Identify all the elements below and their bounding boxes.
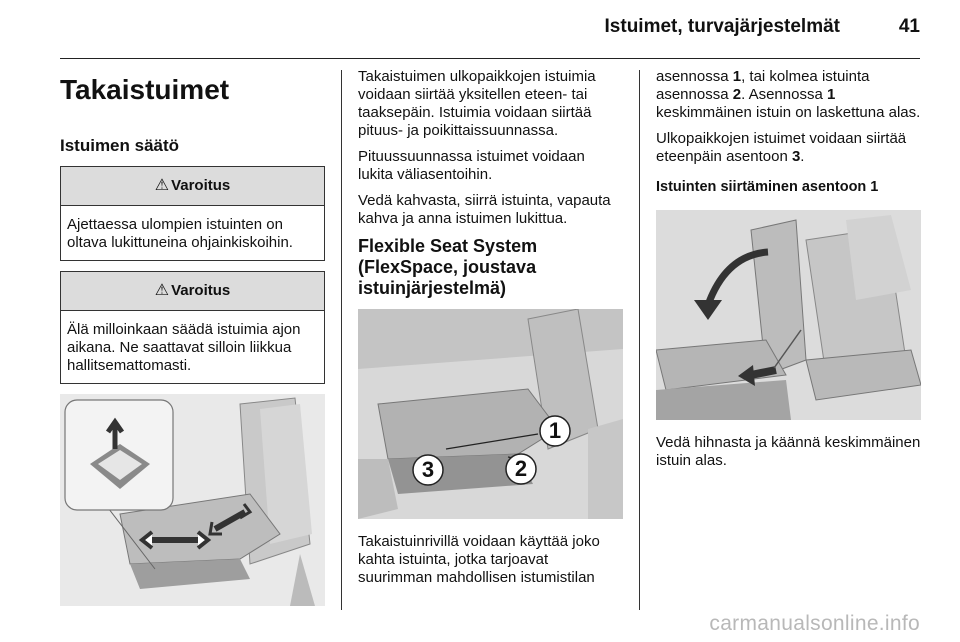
seat-adjust-illustration xyxy=(60,394,325,606)
column-3 xyxy=(656,68,921,478)
header-rule xyxy=(60,58,920,59)
warning-header xyxy=(61,272,324,311)
warning-text: Ajettaessa ulompien istuinten on oltava lukittuneina ohjainkiskoihin. xyxy=(67,216,293,251)
warning-text: Älä milloinkaan säädä istuimia ajon aikana. Ne saattavat silloin liikkua hallitsemattomasti. xyxy=(67,321,301,374)
paragraph-outer-seats: Ulkopaikkojen istuimet voidaan siirtää eteenpäin asentoon 3. xyxy=(656,130,907,165)
watermark: carmanualsonline.info xyxy=(709,612,920,635)
warning-header xyxy=(61,167,324,206)
column-divider-2 xyxy=(639,70,640,610)
warning-box-1 xyxy=(60,166,325,261)
callout-3: 3 xyxy=(421,457,435,482)
paragraph-seat-move: Takaistuimen ulkopaikkojen istuimia voidaan siirtää yksitellen eteen- tai taaksepäin. Istuimia voidaan siirtää pituus- ja poikittaissuunnassa. xyxy=(358,68,596,139)
column-divider-1 xyxy=(341,70,342,610)
paragraph-rear-row: Takaistuinrivillä voidaan käyttää joko kahta istuinta, jotka tarjoavat suurimman mahdollisen istumistilan xyxy=(358,533,600,586)
column-2 xyxy=(358,68,623,595)
callout-2: 2 xyxy=(514,456,528,481)
page-header xyxy=(0,0,960,62)
column-1 xyxy=(60,68,325,606)
callout-1: 1 xyxy=(548,418,562,443)
section-subtitle: Istuimen säätö xyxy=(60,136,180,155)
warning-box-2 xyxy=(60,271,325,384)
warning-triangle-icon: ⚠ xyxy=(154,282,170,299)
warning-label: Varoitus xyxy=(171,177,231,194)
paragraph-positions: asennossa 1, tai kolmea istuinta asennossa 2. Asennossa 1 keskimmäinen istuin on laskettuna alas. xyxy=(656,68,921,121)
warning-triangle-icon: ⚠ xyxy=(154,177,170,194)
warning-label: Varoitus xyxy=(171,282,231,299)
flexspace-illustration xyxy=(358,309,623,519)
paragraph-handle: Vedä kahvasta, siirrä istuinta, vapauta kahva ja anna istuimen lukittua. xyxy=(358,192,611,227)
paragraph-lock-positions: Pituussuunnassa istuimet voidaan lukita väliasentoihin. xyxy=(358,148,585,183)
paragraph-fold-middle: Vedä hihnasta ja käännä keskimmäinen istuin alas. xyxy=(656,434,921,469)
header-title: Istuimet, turvajärjestelmät xyxy=(604,16,840,37)
flexspace-heading: Flexible Seat System (FlexSpace, joustava istuinjärjestelmä) xyxy=(358,236,538,298)
position-1-subheading: Istuinten siirtäminen asentoon 1 xyxy=(656,179,879,195)
page-number: 41 xyxy=(898,16,920,37)
section-title: Takaistuimet xyxy=(60,74,230,105)
fold-seat-illustration xyxy=(656,210,921,420)
